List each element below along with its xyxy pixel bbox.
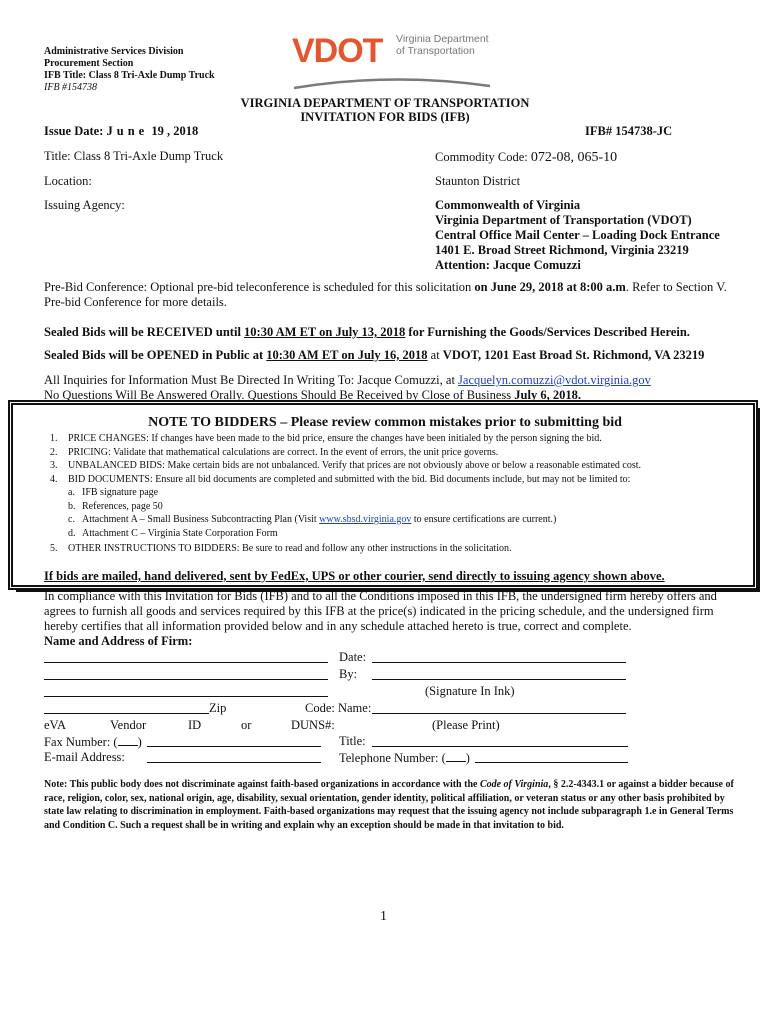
sealed-opened-post: VDOT, 1201 East Broad St. Richmond, VA 23219 (442, 348, 705, 362)
commodity-code (435, 149, 617, 167)
fax-number-field[interactable] (147, 746, 321, 747)
date-label: Date: (339, 650, 367, 664)
agency-line: Central Office Mail Center – Loading Dock Entrance (435, 228, 720, 242)
zip-label: Zip (209, 701, 227, 715)
nondiscrimination-note (44, 778, 734, 832)
prebid-date: on June 29, 2018 at 8:00 a.m (474, 280, 626, 294)
list-number: c. (68, 514, 75, 525)
section-text: Procurement Section (44, 58, 134, 69)
sub-list-item (68, 513, 740, 527)
list-item (50, 542, 740, 556)
telephone (339, 750, 470, 767)
title-label: Title: (339, 734, 366, 748)
list-text: PRICE CHANGES: If changes have been made to the bid price, ensure the changes have been initialed by the person signing the bid. (68, 433, 602, 444)
id-label: ID (188, 718, 202, 732)
list-text: UNBALANCED BIDS: Make certain bids are not unbalanced. Verify that prices are not obviously above or below a reasonable estimated cost. (68, 460, 641, 471)
title-line2: INVITATION FOR BIDS (IFB) (300, 110, 470, 124)
list-text: OTHER INSTRUCTIONS TO BIDDERS: Be sure to read and follow any other instructions in the solicitation. (68, 543, 512, 554)
list-text: Attachment A – Small Business Subcontracting Plan (Visit (82, 514, 320, 525)
list-number: 2. (50, 446, 58, 458)
prebid-paragraph (44, 280, 734, 310)
title-field-label: Title: Class 8 Tri-Axle Dump Truck (44, 149, 224, 163)
issue-date-month: June (106, 124, 149, 138)
list-number: d. (68, 527, 76, 539)
issue-date-label: Issue Date: (44, 124, 104, 138)
fax-number (44, 734, 142, 751)
mailed-instructions: If bids are mailed, hand delivered, sent by FedEx, UPS or other courier, send directly to issuing agency shown above. (44, 569, 665, 583)
code-name-label: Code: Name: (305, 701, 372, 715)
email-field[interactable] (147, 762, 321, 763)
list-text: BID DOCUMENTS: Ensure all bid documents are completed and submitted with the bid. Bid documents include, but may not be limited to: (68, 473, 631, 485)
sealed-opened-time: 10:30 AM ET on July 16, 2018 (266, 348, 428, 362)
sealed-received-post: for Furnishing the Goods/Services Described Herein. (405, 325, 690, 339)
list-text: PRICING: Validate that mathematical calculations are correct. In the event of errors, the unit price governs. (68, 446, 499, 458)
ifb-number-text: IFB #154738 (44, 82, 98, 93)
sealed-received-time: 10:30 AM ET on July 13, 2018 (244, 325, 406, 339)
note-title: NOTE TO BIDDERS – Please review common mistakes prior to submitting bid (148, 415, 622, 430)
ifb-title-text: IFB Title: Class 8 Tri-Axle Dump Truck (44, 70, 215, 81)
inquiries (44, 373, 651, 403)
vendor-label: Vendor (110, 718, 147, 732)
duns-label: DUNS#: (291, 718, 335, 732)
logo-wordmark (292, 30, 382, 73)
firm-name-label: Name and Address of Firm: (44, 634, 193, 648)
list-number: b. (68, 500, 76, 512)
nondiscrimination-pre: Note: This public body does not discriminate against faith-based organizations in accordance with the (44, 779, 480, 790)
issuing-agency-label: Issuing Agency: (44, 198, 125, 212)
list-text: Attachment C – Virginia State Corporation Form (82, 527, 278, 539)
issuing-agency-address (435, 198, 720, 273)
contact-email-link[interactable]: Jacquelyn.comuzzi@vdot.virginia.gov (458, 373, 651, 387)
vdot-logo (292, 30, 492, 92)
agency-line: Virginia Department of Transportation (VDOT) (435, 213, 692, 227)
prebid-text: Pre-Bid Conference: Optional pre-bid teleconference is scheduled for this solicitation (44, 280, 475, 294)
list-text: References, page 50 (82, 500, 163, 512)
location-label: Location: (44, 174, 92, 188)
title-line1: VIRGINIA DEPARTMENT OF TRANSPORTATION (240, 96, 530, 110)
telephone-paren: ) (465, 751, 470, 765)
signature-field[interactable] (372, 679, 626, 680)
agency-line: Commonwealth of Virginia (435, 198, 581, 212)
inquiries-line1: All Inquiries for Information Must Be Directed In Writing To: Jacque Comuzzi, at (44, 373, 459, 387)
or-label: or (241, 718, 252, 732)
telephone-field[interactable] (475, 762, 628, 763)
commodity-code-label: Commodity Code: (435, 150, 528, 164)
city-state-line[interactable] (44, 713, 209, 714)
document-title (0, 96, 770, 124)
header-block (44, 46, 215, 94)
nondiscrimination-post: , § 2.2-4343.1 or against a bidder because of race, religion, color, sex, national origin, age, disability, sexual orientation, gender identity, political affiliation, or veteran status or any other basis prohibited by state law relating to discrimination in employment. Faith-based organizations may request that the issuing agency not include subparagraph 1.e in General Terms and Condition C. Such a request shall be in writing and explain why an exception should be made in that invitation to bid. (44, 779, 734, 831)
telephone-area-code-field[interactable] (446, 750, 466, 762)
name-field[interactable] (372, 713, 626, 714)
list-number: 4. (50, 473, 58, 485)
location-value: Staunton District (435, 174, 521, 188)
note-list (50, 432, 740, 556)
list-item (50, 459, 740, 473)
print-hint: (Please Print) (432, 718, 500, 732)
email-label: E-mail Address: (44, 750, 125, 764)
list-text-after: to ensure certifications are current.) (411, 514, 557, 525)
fax-area-code-field[interactable] (118, 734, 138, 746)
compliance-paragraph: In compliance with this Invitation for Bids (IFB) and to all the Conditions imposed in this IFB, the undersigned firm hereby offers and agrees to furnish all goods and services required by this IFB at the price(s) indicated in the pricing schedule, and the undersigned firm hereby certifies that all information provided below and in any schedule attached hereto is true, correct and complete. (44, 589, 717, 633)
sealed-opened-pre: Sealed Bids will be OPENED in Public at (44, 348, 267, 362)
list-number: 3. (50, 460, 58, 471)
issue-date (44, 124, 198, 140)
firm-name-line-2[interactable] (44, 679, 328, 680)
logo-swoosh-icon (292, 74, 492, 92)
firm-name-line-1[interactable] (44, 662, 328, 663)
prebid-text-end: . Refer to Section V. Pre-bid Conference for more details. (44, 280, 727, 309)
sealed-opened-mid: at (427, 348, 443, 362)
list-text: IFB signature page (82, 487, 159, 498)
division-text: Administrative Services Division (44, 46, 184, 57)
issue-date-dayyear: 19 , 2018 (151, 124, 199, 138)
signature-hint: (Signature In Ink) (425, 684, 515, 698)
agency-line: Attention: Jacque Comuzzi (435, 258, 581, 272)
logo-dept-line1: Virginia Department (396, 33, 489, 45)
logo-dept-line2: of Transportation (396, 44, 475, 57)
list-number: a. (68, 487, 75, 498)
sealed-opened (44, 348, 704, 364)
fax-paren: ) (137, 735, 142, 749)
ifb-id: IFB# 154738-JC (585, 124, 673, 138)
list-number: 1. (50, 433, 58, 444)
by-label: By: (339, 667, 358, 681)
date-field[interactable] (372, 662, 626, 663)
inquiries-line2: No Questions Will Be Answered Orally. Questions Should Be Received by Close of Business (44, 388, 515, 402)
list-item (50, 432, 740, 446)
sub-list-item (68, 500, 740, 514)
eva-label: eVA (44, 718, 66, 732)
list-item (50, 473, 740, 487)
firm-address-line[interactable] (44, 696, 328, 697)
sbsd-link[interactable]: www.sbsd.virginia.gov (319, 514, 412, 525)
logo-department (396, 34, 489, 57)
list-number: 5. (50, 543, 58, 554)
page-number: 1 (380, 909, 387, 924)
questions-deadline: July 6, 2018. (514, 388, 581, 402)
sealed-received (44, 325, 690, 341)
sub-list-item (68, 486, 740, 500)
sealed-received-pre: Sealed Bids will be RECEIVED until (44, 325, 245, 339)
commodity-code-value: 072-08, 065-10 (530, 150, 618, 165)
fax-label: Fax Number: ( (44, 735, 118, 749)
sub-list-item (68, 527, 740, 541)
telephone-label: Telephone Number: ( (339, 751, 446, 765)
list-item (50, 446, 740, 460)
nondiscrimination-code: Code of Virginia (479, 779, 549, 790)
logo-wordmark-text: VDOT (292, 32, 383, 70)
title-field[interactable] (372, 746, 628, 747)
agency-line: 1401 E. Broad Street Richmond, Virginia 23219 (435, 243, 689, 257)
